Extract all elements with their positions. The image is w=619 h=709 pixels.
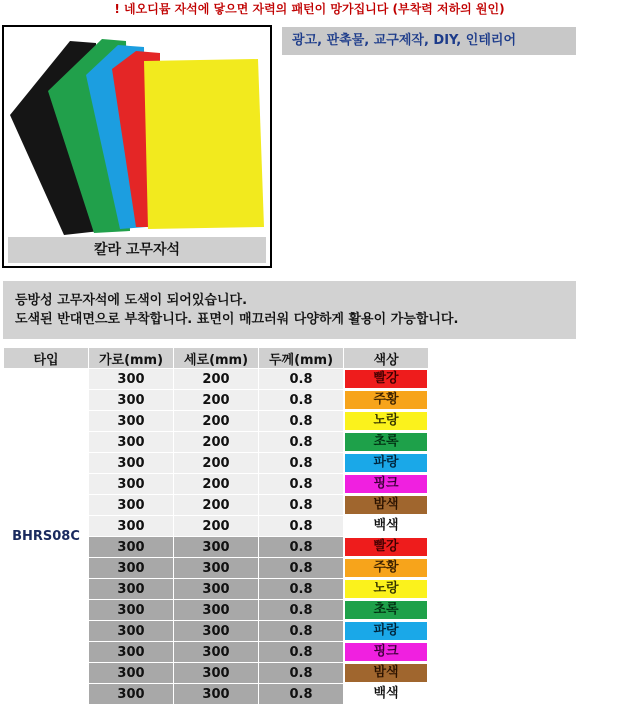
thickness-cell: 0.8: [259, 663, 344, 684]
width-cell: 300: [89, 642, 174, 663]
thickness-cell: 0.8: [259, 474, 344, 495]
color-cell: [344, 537, 429, 558]
height-cell: 300: [174, 684, 259, 705]
height-cell: 300: [174, 642, 259, 663]
header-type: 타입: [4, 348, 89, 369]
height-cell: 200: [174, 369, 259, 390]
thickness-cell: 0.8: [259, 453, 344, 474]
color-cell: [344, 474, 429, 495]
width-cell: 300: [89, 663, 174, 684]
rubber-magnet-sheets-image: [8, 31, 266, 237]
description-box: [3, 281, 576, 339]
height-cell: 200: [174, 474, 259, 495]
thickness-cell: 0.8: [259, 537, 344, 558]
color-cell: [344, 684, 429, 705]
thickness-cell: 0.8: [259, 369, 344, 390]
thickness-cell: 0.8: [259, 516, 344, 537]
color-cell: [344, 411, 429, 432]
width-cell: 300: [89, 600, 174, 621]
height-cell: 300: [174, 621, 259, 642]
thickness-cell: 0.8: [259, 495, 344, 516]
width-cell: 300: [89, 369, 174, 390]
color-swatch: 밤색: [345, 496, 427, 514]
product-card: [2, 25, 272, 268]
height-cell: 200: [174, 432, 259, 453]
color-swatch: 파랑: [345, 622, 427, 640]
color-cell: [344, 558, 429, 579]
product-caption: 칼라 고무자석: [8, 237, 266, 263]
header-height: 세로(mm): [174, 348, 259, 369]
thickness-cell: 0.8: [259, 390, 344, 411]
thickness-cell: 0.8: [259, 579, 344, 600]
color-cell: [344, 600, 429, 621]
thickness-cell: 0.8: [259, 411, 344, 432]
thickness-cell: 0.8: [259, 600, 344, 621]
thickness-cell: 0.8: [259, 621, 344, 642]
height-cell: 300: [174, 558, 259, 579]
color-swatch: 빨강: [345, 538, 427, 556]
color-cell: [344, 453, 429, 474]
color-swatch: 파랑: [345, 454, 427, 472]
description-line-1: 등방성 고무자석에 도색이 되어있습니다.: [15, 293, 248, 308]
color-swatch: 초록: [345, 601, 427, 619]
width-cell: 300: [89, 684, 174, 705]
width-cell: 300: [89, 495, 174, 516]
width-cell: 300: [89, 432, 174, 453]
height-cell: 300: [174, 579, 259, 600]
header-thickness: 두께(mm): [259, 348, 344, 369]
header-width: 가로(mm): [89, 348, 174, 369]
width-cell: 300: [89, 621, 174, 642]
warning-notice: ! 네오디뮴 자석에 닿으면 자력의 패턴이 망가집니다 (부착력 저하의 원인): [114, 2, 505, 16]
color-swatch: 빨강: [345, 370, 427, 388]
description-line-2: 도색된 반대면으로 부착합니다. 표면이 매끄러워 다양하게 활용이 가능합니다.: [15, 312, 459, 327]
color-cell: [344, 663, 429, 684]
height-cell: 300: [174, 600, 259, 621]
thickness-cell: 0.8: [259, 684, 344, 705]
color-swatch: 노랑: [345, 412, 427, 430]
width-cell: 300: [89, 411, 174, 432]
color-cell: [344, 642, 429, 663]
height-cell: 200: [174, 411, 259, 432]
color-cell: [344, 579, 429, 600]
color-swatch: 초록: [345, 433, 427, 451]
width-cell: 300: [89, 453, 174, 474]
usage-bar: 광고, 판촉물, 교구제작, DIY, 인테리어: [282, 27, 576, 55]
color-swatch: 노랑: [345, 580, 427, 598]
color-swatch: 핑크: [345, 475, 427, 493]
height-cell: 300: [174, 537, 259, 558]
width-cell: 300: [89, 516, 174, 537]
color-cell: [344, 516, 429, 537]
color-swatch: 주황: [345, 559, 427, 577]
width-cell: 300: [89, 558, 174, 579]
width-cell: 300: [89, 474, 174, 495]
color-cell: [344, 369, 429, 390]
height-cell: 300: [174, 663, 259, 684]
color-swatch: 주황: [345, 391, 427, 409]
width-cell: 300: [89, 579, 174, 600]
height-cell: 200: [174, 390, 259, 411]
color-cell: [344, 390, 429, 411]
width-cell: 300: [89, 390, 174, 411]
color-cell: [344, 495, 429, 516]
color-swatch: 백색: [345, 517, 427, 535]
height-cell: 200: [174, 453, 259, 474]
thickness-cell: 0.8: [259, 642, 344, 663]
color-swatch: 밤색: [345, 664, 427, 682]
spec-table: [3, 347, 429, 705]
color-swatch: 핑크: [345, 643, 427, 661]
height-cell: 200: [174, 495, 259, 516]
thickness-cell: 0.8: [259, 432, 344, 453]
height-cell: 200: [174, 516, 259, 537]
width-cell: 300: [89, 537, 174, 558]
type-cell: BHRS08C: [4, 369, 89, 705]
color-cell: [344, 432, 429, 453]
color-cell: [344, 621, 429, 642]
table-row: [4, 369, 429, 390]
header-color: 색상: [344, 348, 429, 369]
spec-table-header: [4, 348, 429, 369]
color-swatch: 백색: [345, 685, 427, 703]
thickness-cell: 0.8: [259, 558, 344, 579]
